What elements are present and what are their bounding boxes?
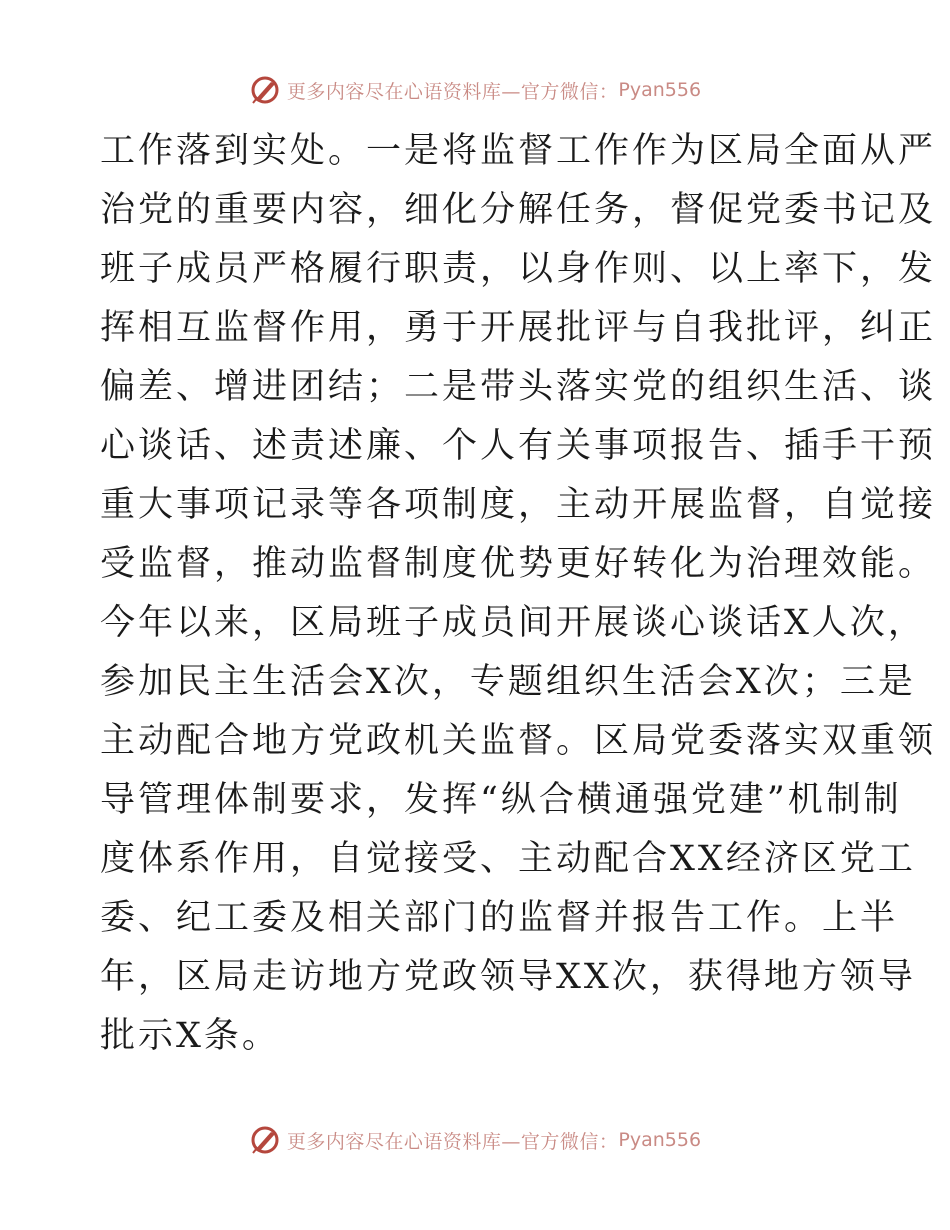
pen-logo-icon xyxy=(249,74,281,106)
watermark-account: Pyan556 xyxy=(618,79,702,101)
body-line: 主动配合地方党政机关监督。区局党委落实双重领 xyxy=(100,721,937,761)
body-line: 偏差、增进团结；二是带头落实党的组织生活、谈 xyxy=(100,367,937,407)
pen-logo-icon xyxy=(249,1124,281,1156)
body-line: 导管理体制要求，发挥“纵合横通强党建”机制制 xyxy=(100,780,902,820)
body-line: 工作落到实处。一是将监督工作作为区局全面从严 xyxy=(100,131,937,171)
body-line: 参加民主生活会X次，专题组织生活会X次；三是 xyxy=(100,662,916,702)
footer-watermark xyxy=(0,1120,950,1160)
watermark-account: Pyan556 xyxy=(618,1129,702,1151)
body-line: 今年以来，区局班子成员间开展谈心谈话X人次， xyxy=(100,603,926,643)
body-line: 治党的重要内容，细化分解任务，督促党委书记及 xyxy=(100,190,937,230)
body-line: 批示X条。 xyxy=(100,1016,280,1056)
body-line: 年，区局走访地方党政领导XX次，获得地方领导 xyxy=(100,957,916,997)
body-line: 心谈话、述责述廉、个人有关事项报告、插手干预 xyxy=(100,426,937,466)
body-line: 受监督，推动监督制度优势更好转化为治理效能。 xyxy=(100,544,937,584)
body-line: 度体系作用，自觉接受、主动配合XX经济区党工 xyxy=(100,839,916,879)
document-body xyxy=(100,122,937,1066)
body-line: 班子成员严格履行职责，以身作则、以上率下，发 xyxy=(100,249,937,289)
body-line: 重大事项记录等各项制度，主动开展监督，自觉接 xyxy=(100,485,937,525)
watermark-text: 更多内容尽在心语资料库—官方微信： xyxy=(286,80,619,103)
body-line: 委、纪工委及相关部门的监督并报告工作。上半 xyxy=(100,898,899,938)
watermark-text: 更多内容尽在心语资料库—官方微信： xyxy=(286,1130,619,1153)
body-line: 挥相互监督作用，勇于开展批评与自我批评，纠正 xyxy=(100,308,937,348)
header-watermark xyxy=(0,70,950,110)
